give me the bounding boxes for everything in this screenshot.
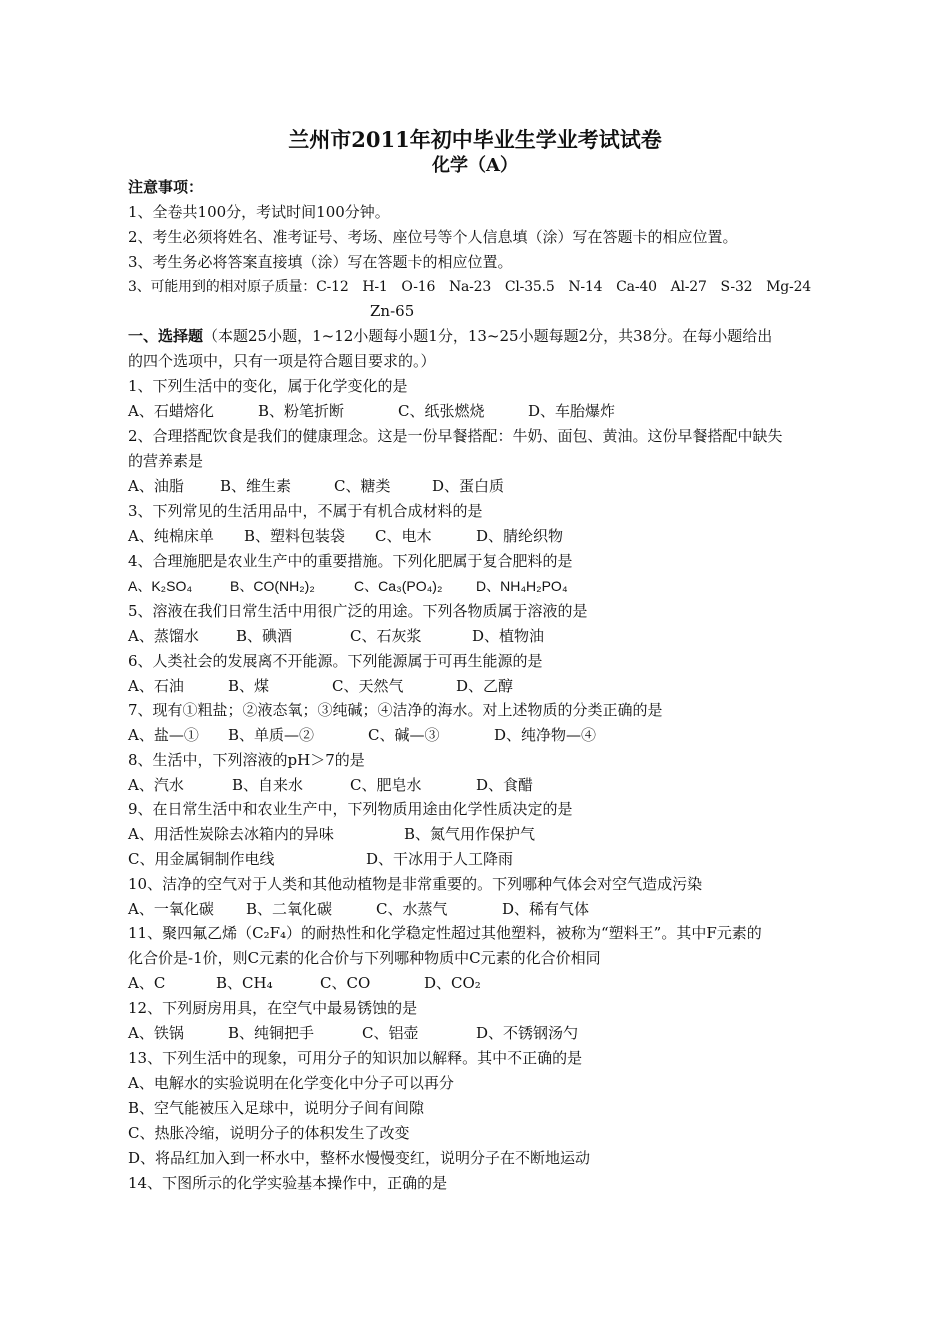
q5-option-a: A、蒸馏水 <box>128 627 199 645</box>
notice-2: 2、考生必须将姓名、准考证号、考场、座位号等个人信息填（涂）写在答题卡的相应位置。 <box>128 228 738 246</box>
q12-option-d: D、不锈钢汤勺 <box>476 1024 579 1042</box>
q5-option-d: D、植物油 <box>472 627 545 645</box>
q9-option-c: C、用金属铜制作电线 <box>128 850 275 868</box>
notice-4-cont: Zn-65 <box>370 302 415 320</box>
section-title: 一、选择题 <box>128 327 204 345</box>
question-4-stem: 4、合理施肥是农业生产中的重要措施。下列化肥属于复合肥料的是 <box>128 552 573 570</box>
q7-option-c: C、碱—③ <box>368 726 440 744</box>
q1-option-c: C、纸张燃烧 <box>398 402 485 420</box>
q8-option-c: C、肥皂水 <box>350 776 422 794</box>
notice-heading: 注意事项： <box>128 178 204 196</box>
q11-option-c: C、CO <box>320 974 371 992</box>
q4-option-b: B、CO(NH₂)₂ <box>230 578 315 594</box>
q3-option-c: C、电木 <box>375 527 432 545</box>
q8-option-a: A、汽水 <box>128 776 184 794</box>
question-11-stem-cont: 化合价是-1价，则C元素的化合价与下列哪种物质中C元素的化合价相同 <box>128 949 601 967</box>
q9-option-d: D、干冰用于人工降雨 <box>366 850 514 868</box>
q4-option-d: D、NH₄H₂PO₄ <box>476 578 568 594</box>
q11-option-d: D、CO₂ <box>424 974 481 992</box>
q6-option-c: C、天然气 <box>332 677 404 695</box>
question-3-stem: 3、下列常见的生活用品中，不属于有机合成材料的是 <box>128 502 483 520</box>
q9-option-b: B、氮气用作保护气 <box>404 825 536 843</box>
question-12-stem: 12、下列厨房用具，在空气中最易锈蚀的是 <box>128 999 418 1017</box>
q13-option-d: D、将品红加入到一杯水中，整杯水慢慢变红，说明分子在不断地运动 <box>128 1149 591 1167</box>
question-1-stem: 1、下列生活中的变化，属于化学变化的是 <box>128 377 408 395</box>
notice-1: 1、全卷共100分，考试时间100分钟。 <box>128 203 390 221</box>
q8-option-d: D、食醋 <box>476 776 534 794</box>
q10-option-a: A、一氧化碳 <box>128 900 214 918</box>
question-2-stem: 2、合理搭配饮食是我们的健康理念。这是一份早餐搭配：牛奶、面包、黄油。这份早餐搭配中缺失 <box>128 427 783 445</box>
notice-3: 3、考生务必将答案直接填（涂）写在答题卡的相应位置。 <box>128 253 513 271</box>
question-8-stem: 8、生活中，下列溶液的pH＞7的是 <box>128 751 365 769</box>
question-11-stem: 11、聚四氟乙烯（C₂F₄）的耐热性和化学稳定性超过其他塑料，被称为“塑料王”。其中F元素的 <box>128 924 762 942</box>
q5-option-c: C、石灰浆 <box>350 627 422 645</box>
question-5-stem: 5、溶液在我们日常生活中用很广泛的用途。下列各物质属于溶液的是 <box>128 602 588 620</box>
q4-option-c: C、Ca₃(PO₄)₂ <box>354 578 443 594</box>
q3-option-d: D、腈纶织物 <box>476 527 564 545</box>
q11-option-b: B、CH₄ <box>216 974 273 992</box>
q7-option-a: A、盐—① <box>128 726 199 744</box>
q13-option-c: C、热胀冷缩，说明分子的体积发生了改变 <box>128 1124 410 1142</box>
q6-option-b: B、煤 <box>228 677 270 695</box>
question-13-stem: 13、下列生活中的现象，可用分子的知识加以解释。其中不正确的是 <box>128 1049 583 1067</box>
q9-option-a: A、用活性炭除去冰箱内的异味 <box>128 825 334 843</box>
q13-option-a: A、电解水的实验说明在化学变化中分子可以再分 <box>128 1074 454 1092</box>
q10-option-d: D、稀有气体 <box>502 900 590 918</box>
notice-4: 3、可能用到的相对原子质量：C-12 H-1 O-16 Na-23 Cl-35.5 N-14 Ca-40 Al-27 S-32 Mg-24 <box>128 279 811 295</box>
section-desc-cont: 的四个选项中，只有一项是符合题目要求的。） <box>128 352 436 370</box>
question-2-stem-cont: 的营养素是 <box>128 452 204 470</box>
q3-option-a: A、纯棉床单 <box>128 527 214 545</box>
section-heading <box>128 325 838 347</box>
q10-option-b: B、二氧化碳 <box>246 900 333 918</box>
q12-option-c: C、铝壶 <box>362 1024 419 1042</box>
q1-option-a: A、石蜡熔化 <box>128 402 214 420</box>
q13-option-b: B、空气能被压入足球中，说明分子间有间隙 <box>128 1099 425 1117</box>
section-desc: （本题25小题，1~12小题每小题1分，13~25小题每题2分，共38分。在每小题给出 <box>203 327 773 345</box>
exam-subtitle: 化学（A） <box>432 155 518 176</box>
q5-option-b: B、碘酒 <box>236 627 293 645</box>
question-6-stem: 6、人类社会的发展离不开能源。下列能源属于可再生能源的是 <box>128 652 543 670</box>
q2-option-b: B、维生素 <box>220 477 292 495</box>
question-14-stem: 14、下图所示的化学实验基本操作中，正确的是 <box>128 1174 448 1192</box>
q10-option-c: C、水蒸气 <box>376 900 448 918</box>
q12-option-b: B、纯铜把手 <box>228 1024 315 1042</box>
q1-option-d: D、车胎爆炸 <box>528 402 616 420</box>
question-7-stem: 7、现有①粗盐；②液态氧；③纯碱；④洁净的海水。对上述物质的分类正确的是 <box>128 701 663 719</box>
q2-option-d: D、蛋白质 <box>432 477 505 495</box>
q2-option-a: A、油脂 <box>128 477 184 495</box>
q4-option-a: A、K₂SO₄ <box>128 578 193 594</box>
question-10-stem: 10、洁净的空气对于人类和其他动植物是非常重要的。下列哪种气体会对空气造成污染 <box>128 875 703 893</box>
q12-option-a: A、铁锅 <box>128 1024 184 1042</box>
q1-option-b: B、粉笔折断 <box>258 402 345 420</box>
q6-option-a: A、石油 <box>128 677 184 695</box>
q7-option-b: B、单质—② <box>228 726 315 744</box>
q3-option-b: B、塑料包装袋 <box>244 527 346 545</box>
question-9-stem: 9、在日常生活中和农业生产中，下列物质用途由化学性质决定的是 <box>128 800 573 818</box>
q8-option-b: B、自来水 <box>232 776 304 794</box>
q7-option-d: D、纯净物—④ <box>494 726 597 744</box>
q6-option-d: D、乙醇 <box>456 677 514 695</box>
q2-option-c: C、糖类 <box>334 477 391 495</box>
exam-title: 兰州市2011年初中毕业生学业考试试卷 <box>288 127 662 152</box>
q11-option-a: A、C <box>128 974 166 992</box>
